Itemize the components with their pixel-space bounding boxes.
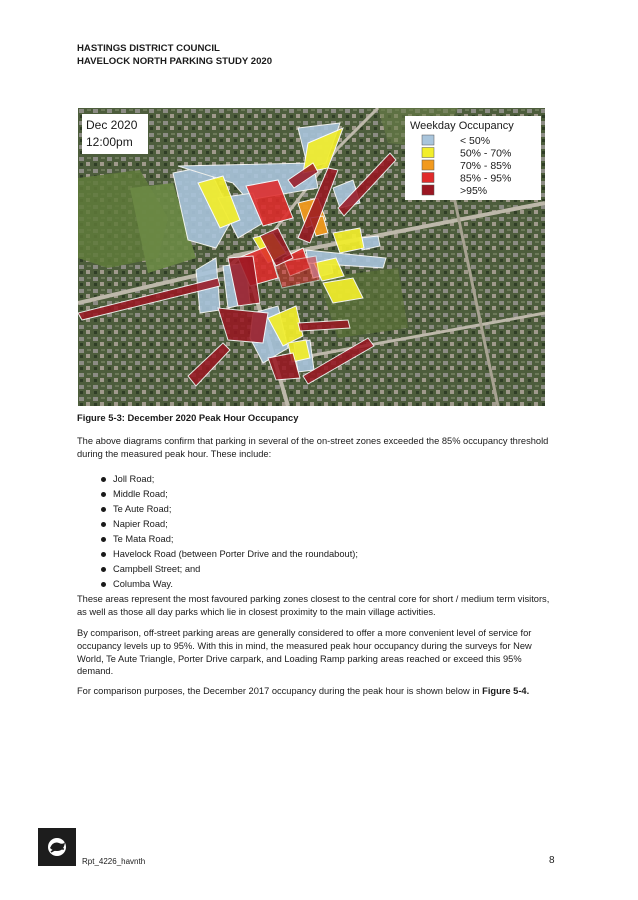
- legend-swatch: [422, 135, 434, 145]
- logo-icon: [38, 828, 76, 866]
- list-item: Campbell Street; and: [113, 562, 358, 577]
- report-reference: Rpt_4226_havnth: [82, 857, 146, 866]
- legend-swatch: [422, 185, 434, 195]
- legend-label: >95%: [460, 185, 488, 197]
- legend-swatch: [422, 148, 434, 158]
- legend-label: 85% - 95%: [460, 172, 512, 185]
- central-core-paragraph: These areas represent the most favoured parking zones closest to the central core for short / medium term visitors, as well as those all day parks which lie in closest proximity to the main village activities.: [77, 594, 550, 617]
- company-logo: [38, 828, 76, 866]
- figure-reference: Figure 5-4.: [482, 686, 530, 696]
- list-item: Middle Road;: [113, 487, 358, 502]
- map-legend: [405, 116, 541, 200]
- legend-title: Weekday Occupancy: [410, 120, 514, 132]
- legend-swatch: [422, 160, 434, 170]
- legend-label: 70% - 85%: [460, 160, 512, 172]
- list-item: Te Aute Road;: [113, 502, 358, 517]
- header-council: HASTINGS DISTRICT COUNCIL: [77, 43, 220, 54]
- list-item: Havelock Road (between Porter Drive and the roundabout);: [113, 547, 358, 562]
- legend-label: < 50%: [460, 135, 491, 147]
- off-street-paragraph: By comparison, off-street parking areas are generally considered to offer a more convenient level of service for occupancy levels up to 95%. With this in mind, the measured peak hour occupancy during the surveys for New World, Te Aute Triangle, Porter Drive carpark, and Loading Ramp parking areas reached or exceed this 95% demand.: [77, 628, 532, 677]
- legend-label: 50% - 70%: [460, 147, 512, 160]
- list-item: Joll Road;: [113, 472, 358, 487]
- document-header: [77, 43, 272, 68]
- comparison-text: For comparison purposes, the December 2017 occupancy during the peak hour is shown below in: [77, 686, 483, 696]
- intro-paragraph: The above diagrams confirm that parking in several of the on-street zones exceeded the 85% occupancy threshold during the measured peak hour. These include:: [77, 436, 549, 459]
- list-item: Columba Way.: [113, 577, 358, 592]
- list-item: Napier Road;: [113, 517, 358, 532]
- header-study: HAVELOCK NORTH PARKING STUDY 2020: [77, 55, 273, 67]
- street-list: [113, 472, 358, 592]
- comparison-paragraph: [77, 685, 552, 698]
- map-time: 12:00pm: [86, 135, 133, 149]
- list-item: Te Mata Road;: [113, 532, 358, 547]
- page-number: 8: [549, 855, 555, 866]
- map-date: Dec 2020: [86, 118, 138, 132]
- occupancy-map: [78, 108, 545, 406]
- legend-swatch: [422, 173, 434, 183]
- figure-caption: Figure 5-3: December 2020 Peak Hour Occupancy: [77, 412, 299, 423]
